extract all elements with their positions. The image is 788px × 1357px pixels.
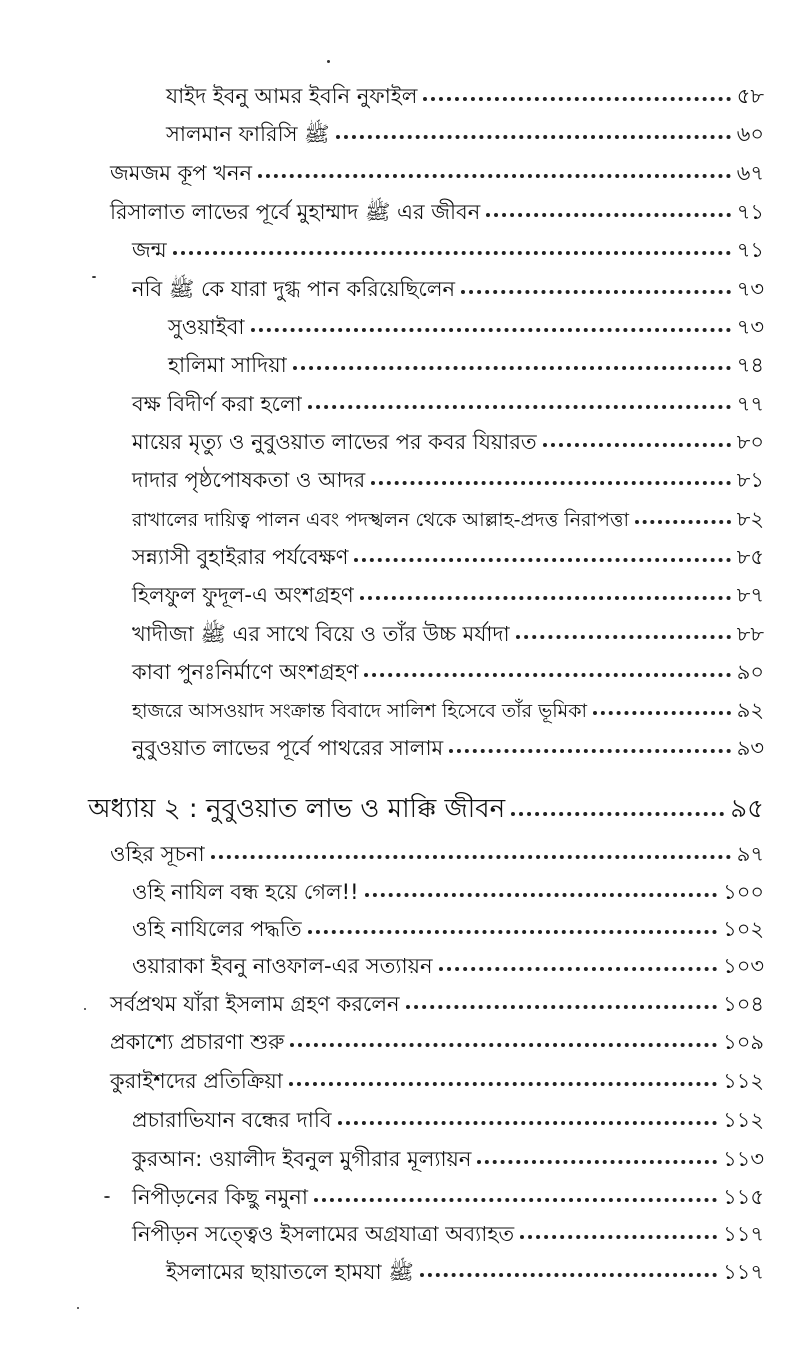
dot-leader [314,1184,717,1202]
toc-entry [132,470,764,491]
toc-entry-page: ৯২ [736,698,764,722]
toc-entry-title: নিপীড়নের কিছু নমুনা [132,1185,308,1209]
toc-entry [132,240,764,261]
toc-entry-title: দাদার পৃষ্ঠপোষকতা ও আদর [132,468,366,492]
dot-leader [486,199,730,217]
toc-entry-page: ৮০ [736,430,764,454]
toc-entry-page: ৭৭ [736,392,764,416]
dot-leader [420,1259,717,1277]
toc-entry [132,547,764,568]
toc-entry-page: ১১৫ [723,1185,764,1209]
toc-entry [110,1032,764,1053]
dot-leader [293,352,731,370]
toc-entry-title: ওহি নাযিলের পদ্ধতি [132,917,302,941]
toc-entry-page: ১১২ [723,1069,764,1093]
dot-leader [365,879,718,897]
dot-leader [449,735,731,753]
toc-entry-page: ৮১ [736,468,764,492]
toc-entry [132,662,764,683]
toc-entry-title: সর্বপ্রথম যাঁরা ইসলাম গ্রহণ করলেন [110,992,400,1016]
dot-leader [439,953,718,971]
toc-entry-page: ৯৭ [736,842,764,866]
print-speck [327,60,330,63]
dot-leader [289,1068,717,1086]
toc-entry-page: ৭১ [736,238,764,262]
toc-entry-title: কুরাইশদের প্রতিক্রিয়া [110,1069,283,1093]
toc-entry-title: রাখালের দায়িত্ব পালন এবং পদস্খলন থেকে আল্লাহ-প্রদত্ত নিরাপত্তা [132,509,630,531]
toc-entry [132,1149,764,1170]
toc-entry [132,624,764,645]
toc-entry-title: হালিমা সাদিয়া [168,353,287,377]
toc-entry-title: জমজম কূপ খনন [110,161,253,185]
chapter-heading [88,796,764,822]
dot-leader [516,621,731,639]
toc-entry-page: ১০৪ [723,992,764,1016]
toc-entry [166,86,764,107]
toc-entry-page: ৮৮ [736,622,764,646]
toc-entry-page: ১১৭ [723,1222,764,1246]
toc-entry-title: ওহি নাযিল বন্ধ হয়ে গেল!! [132,880,359,904]
toc-entry-title: মায়ের মৃত্যু ও নুবুওয়াত লাভের পর কবর যিয়ারত [132,430,537,454]
toc-entry-page: ১০৯ [723,1030,764,1054]
dot-leader [423,83,730,101]
toc-entry-title: খাদীজা ﷺ এর সাথে বিয়ে ও তাঁর উচ্চ মর্যাদা [132,622,510,646]
toc-entry-page: ১০০ [723,880,764,904]
toc-entry-title: কাবা পুনঃনির্মাণে অংশগ্রহণ [132,660,359,684]
dot-leader [635,506,731,524]
print-speck [84,1008,86,1010]
toc-entry [132,919,764,940]
toc-entry [132,738,764,759]
toc-entry-page: ৯০ [736,660,764,684]
toc-entry [132,394,764,415]
toc-entry [166,1262,764,1283]
dot-leader [520,1221,717,1239]
toc-entry-page: ৭১ [736,200,764,224]
toc-entry-title: নুবুওয়াত লাভের পূর্বে পাথরের সালাম [132,736,444,760]
dot-leader [336,121,731,139]
toc-entry-title: যাইদ ইবনু আমর ইবনি নুফাইল [166,84,418,108]
toc-entry-title: নিপীড়ন সত্ত্বেও ইসলামের অগ্রযাত্রা অব্যাহত [132,1222,515,1246]
toc-entry-page: ৭৩ [736,277,764,301]
toc-entry-page: ১০২ [723,917,764,941]
toc-entry [168,355,764,376]
chapter-title: অধ্যায় ২ : নুবুওয়াত লাভ ও মাক্কি জীবন [88,794,506,824]
toc-entry-title: সন্ন্যাসী বুহাইরার পর্যবেক্ষণ [132,545,349,569]
toc-entry-title: জন্ম [132,238,167,262]
toc-entry-title: সালমান ফারিসি ﷺ [166,122,330,146]
dot-leader [406,991,718,1009]
toc-entry-page: ৫৮ [736,84,764,108]
toc-entry-title: প্রচারাভিযান বন্ধের দাবি [132,1108,332,1132]
toc-entry [132,279,764,300]
toc-entry-page: ১১৭ [723,1260,764,1284]
chapter-page: ৯৫ [730,794,764,824]
print-speck [77,1307,79,1309]
toc-entry-page: ৭৩ [736,315,764,339]
toc-entry-page: ৬০ [736,122,764,146]
toc-entry-title: ওহির সূচনা [110,842,205,866]
toc-entry-page: ১০৩ [723,954,764,978]
toc-entry-page: ১১৩ [723,1147,764,1171]
toc-entry-title: হাজরে আসওয়াদ সংক্রান্ত বিবাদে সালিশ হিসেবে তাঁর ভূমিকা [132,700,588,722]
toc-entry [168,317,764,338]
toc-entry [166,124,764,145]
toc-entry-page: ৯৩ [736,736,764,760]
dot-leader [360,582,731,600]
dot-leader [308,916,717,934]
dot-leader [593,697,731,715]
toc-entry [132,509,764,530]
toc-entry-title: রিসালাত লাভের পূর্বে মুহাম্মাদ ﷺ এর জীবন [110,200,481,224]
toc-entry-title: ওয়ারাকা ইবনু নাওফাল-এর সত্যায়ন [132,954,433,978]
toc-entry-page: ৮৭ [736,583,764,607]
toc-entry-title: হিলফুল ফুদূল-এ অংশগ্রহণ [132,583,354,607]
toc-entry [132,585,764,606]
dot-leader [290,1029,717,1047]
toc-entry [132,956,764,977]
dot-leader [461,276,731,294]
toc-entry [110,202,764,223]
toc-entry-page: ১১২ [723,1108,764,1132]
dot-leader [251,314,731,332]
toc-entry-page: ৮২ [736,507,764,531]
dot-leader [354,544,730,562]
toc-entry [132,1224,764,1245]
dot-leader [364,659,730,677]
toc-entry [110,1071,764,1092]
toc-entry [132,882,764,903]
toc-entry-title: নবি ﷺ কে যারা দুগ্ধ পান করিয়েছিলেন [132,277,455,301]
dot-leader [338,1107,717,1125]
toc-entry-page: ৮৫ [736,545,764,569]
dot-leader [371,467,731,485]
dot-leader [258,160,731,178]
toc-entry [132,700,764,721]
dot-leader [543,429,731,447]
toc-entry-title: প্রকাশ্যে প্রচারণা শুরু [110,1030,285,1054]
toc-entry [132,1187,764,1208]
dot-leader [511,798,724,816]
dot-leader [477,1146,717,1164]
toc-entry [110,994,764,1015]
toc-entry-title: সুওয়াইবা [168,315,245,339]
dot-leader [173,237,731,255]
toc-entry [110,844,764,865]
toc-entry [110,163,764,184]
toc-entry-title: বক্ষ বিদীর্ণ করা হলো [132,392,302,416]
toc-entry-title: কুরআন: ওয়ালীদ ইবনুল মুগীরার মূল্যায়ন [132,1147,472,1171]
print-speck [92,276,96,278]
toc-entry [132,1110,764,1131]
toc-entry-title: ইসলামের ছায়াতলে হামযা ﷺ [166,1260,414,1284]
dot-leader [211,841,731,859]
toc-entry [132,432,764,453]
toc-entry-page: ৬৭ [736,161,764,185]
print-speck [104,1196,110,1198]
dot-leader [308,391,731,409]
toc-entry-page: ৭৪ [736,353,764,377]
